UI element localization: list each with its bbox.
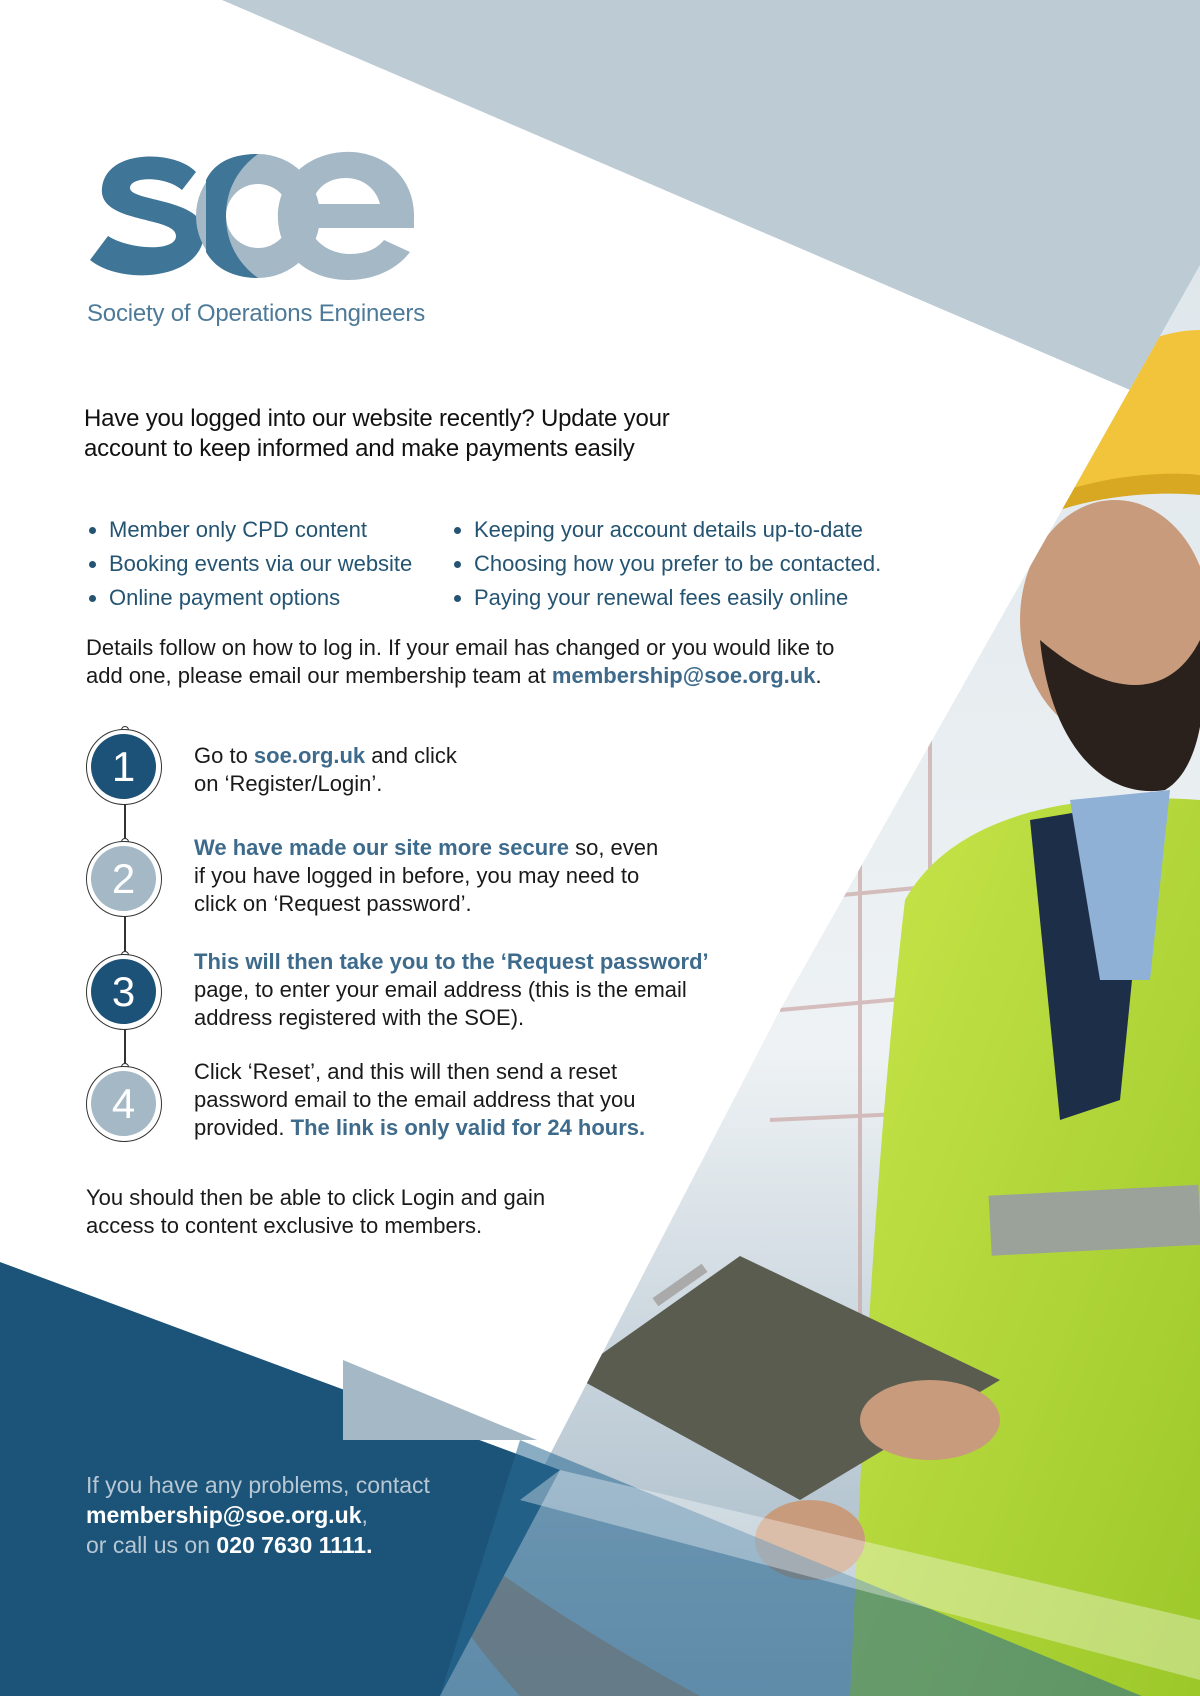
benefit-item: Online payment options (86, 581, 412, 615)
details-period: . (815, 663, 822, 688)
contact-text: or call us on (86, 1532, 217, 1558)
website-link[interactable]: soe.org.uk (253, 743, 366, 768)
headline (84, 404, 764, 464)
step-4-text (194, 1058, 714, 1142)
logo-subtitle: Society of Operations Engineers (87, 300, 425, 327)
step-number: 1 (91, 734, 156, 799)
contact-line-3 (86, 1530, 526, 1560)
contact-email-link[interactable]: membership@soe.org.uk (86, 1502, 362, 1528)
benefits-list-right (451, 513, 881, 615)
contact-phone-link[interactable]: 020 7630 1111. (216, 1532, 373, 1558)
step-line (194, 742, 714, 770)
contact-line-1: If you have any problems, contact (86, 1472, 430, 1498)
step-1-text (194, 742, 714, 798)
details-line-2 (86, 662, 866, 690)
closing-paragraph (86, 1184, 606, 1240)
step-text-run: and click (365, 743, 457, 768)
step-line (194, 1114, 714, 1142)
step-line: if you have logged in before, you may need to (194, 863, 640, 888)
details-paragraph (86, 634, 866, 690)
step-3-text (194, 948, 714, 1032)
benefit-item: Keeping your account details up-to-date (451, 513, 881, 547)
step-line: address registered with the SOE). (194, 1005, 525, 1030)
benefit-item: Paying your renewal fees easily online (451, 581, 881, 615)
closing-line-2: access to content exclusive to members. (86, 1213, 483, 1238)
step-line: on ‘Register/Login’. (194, 771, 383, 796)
step-number: 3 (91, 959, 156, 1024)
step-3-badge (86, 954, 162, 1030)
step-highlight: We have made our site more secure (194, 835, 569, 860)
step-2-badge (86, 841, 162, 917)
contact-comma: , (361, 1502, 368, 1528)
step-text-run: Go to (194, 743, 254, 768)
step-text-run: so, even (568, 835, 659, 860)
step-line: password email to the email address that you (194, 1087, 636, 1112)
step-line: Click ‘Reset’, and this will then send a reset (194, 1059, 618, 1084)
step-2-text (194, 834, 714, 918)
light-accent-triangle (343, 1360, 537, 1440)
step-number: 4 (91, 1071, 156, 1136)
benefit-item: Choosing how you prefer to be contacted. (451, 547, 881, 581)
step-text-run: provided. (194, 1115, 291, 1140)
details-text: add one, please email our membership team at (86, 663, 552, 688)
contact-line-2 (86, 1500, 526, 1530)
step-line (194, 834, 714, 862)
step-line: click on ‘Request password’. (194, 891, 472, 916)
headline-line-1: Have you logged into our website recently? Update your (84, 405, 670, 432)
step-line: page, to enter your email address (this is the email (194, 977, 687, 1002)
step-1-badge (86, 729, 162, 805)
membership-email-link[interactable]: membership@soe.org.uk (551, 663, 816, 688)
details-line-1: Details follow on how to log in. If your email has changed or you would like to (86, 635, 835, 660)
step-line: This will then take you to the ‘Request password’ (194, 949, 709, 974)
closing-line-1: You should then be able to click Login and gain (86, 1185, 546, 1210)
step-4-badge (86, 1066, 162, 1142)
headline-line-2: account to keep informed and make payments easily (84, 435, 635, 462)
step-highlight: The link is only valid for 24 hours. (290, 1115, 646, 1140)
step-number: 2 (91, 846, 156, 911)
benefits-list-left (86, 513, 412, 615)
benefit-item: Member only CPD content (86, 513, 412, 547)
benefit-item: Booking events via our website (86, 547, 412, 581)
contact-block (86, 1470, 526, 1560)
